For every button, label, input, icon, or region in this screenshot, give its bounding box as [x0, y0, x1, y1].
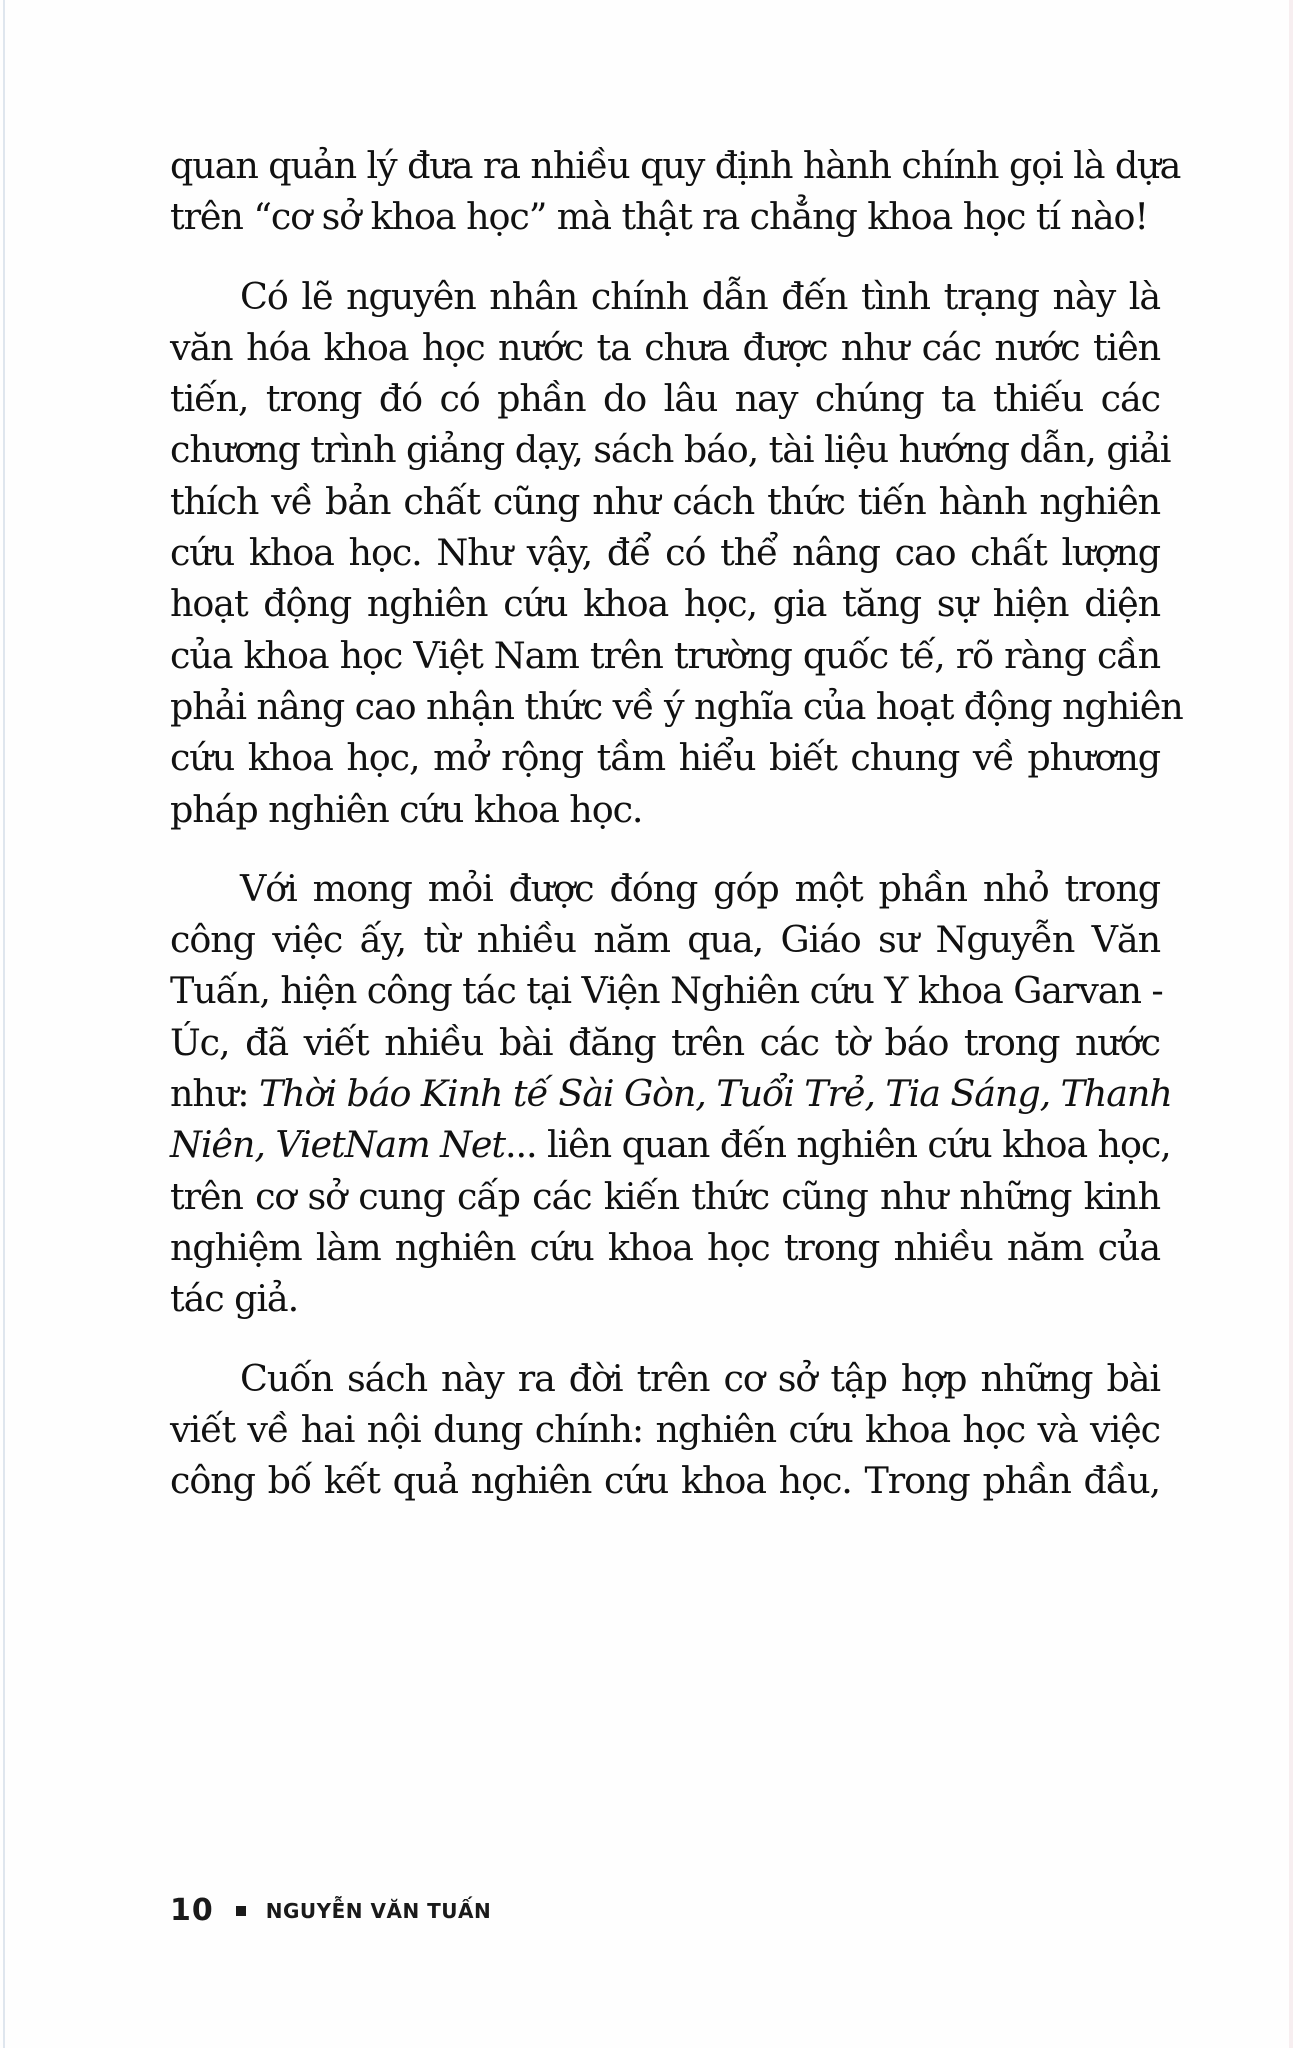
newspaper-titles: Niên, VietNam Net: [170, 1123, 506, 1167]
text-line: văn hóa khoa học nước ta chưa được như các nước tiên: [170, 325, 1160, 369]
text-line: công việc ấy, từ nhiều năm qua, Giáo sư Nguyễn Văn: [170, 918, 1160, 962]
paragraph: [170, 271, 1183, 835]
text-line: phải nâng cao nhận thức về ý nghĩa của hoạt động nghiên: [170, 684, 1183, 728]
text-line: Với mong mỏi được đóng góp một phần nhỏ trong: [240, 866, 1160, 910]
paragraph-gap: [170, 1325, 1160, 1353]
paragraph: [170, 1353, 1160, 1507]
text-line: pháp nghiên cứu khoa học.: [170, 787, 643, 831]
text-line: cứu khoa học. Như vậy, để có thể nâng cao chất lượng: [170, 531, 1160, 575]
page-footer: [170, 1893, 491, 1928]
text-line: hoạt động nghiên cứu khoa học, gia tăng sự hiện diện: [170, 582, 1160, 626]
text-line: quan quản lý đưa ra nhiều quy định hành chính gọi là dựa: [170, 144, 1181, 187]
square-bullet-icon: [236, 1906, 246, 1916]
text-line: Có lẽ nguyên nhân chính dẫn đến tình trạng này là: [240, 274, 1160, 318]
text-line: công bố kết quả nghiên cứu khoa học. Trong phần đầu,: [170, 1459, 1160, 1503]
text-line: tiến, trong đó có phần do lâu nay chúng ta thiếu các: [170, 377, 1160, 421]
text-fragment: như:: [170, 1072, 259, 1116]
paragraph: [170, 863, 1172, 1325]
page-left-edge: [3, 0, 5, 2048]
text-line: nghiệm làm nghiên cứu khoa học trong nhiều năm của: [170, 1225, 1160, 1269]
text-line-with-italic: [170, 1068, 1172, 1119]
page-number: 10: [170, 1893, 214, 1928]
page-right-edge: [1289, 0, 1293, 2048]
text-line: của khoa học Việt Nam trên trường quốc tế, rõ ràng cần: [170, 633, 1160, 677]
text-line: trên cơ sở cung cấp các kiến thức cũng như những kinh: [170, 1174, 1160, 1218]
text-line: cứu khoa học, mở rộng tầm hiểu biết chung về phương: [170, 736, 1160, 780]
text-line: Úc, đã viết nhiều bài đăng trên các tờ báo trong nước: [170, 1020, 1160, 1064]
paragraph-gap: [170, 243, 1160, 271]
text-line: tác giả.: [170, 1277, 299, 1321]
text-line: thích về bản chất cũng như cách thức tiến hành nghiên: [170, 479, 1160, 523]
body-text: [170, 140, 1183, 1506]
text-line: viết về hai nội dung chính: nghiên cứu khoa học và việc: [170, 1407, 1160, 1451]
text-line: Tuấn, hiện công tác tại Viện Nghiên cứu Y khoa Garvan -: [170, 969, 1163, 1013]
running-author: NGUYỄN VĂN TUẤN: [265, 1898, 492, 1923]
newspaper-titles: Thời báo Kinh tế Sài Gòn, Tuổi Trẻ, Tia Sáng, Thanh: [258, 1072, 1172, 1116]
paragraph-gap: [170, 835, 1160, 863]
text-line: trên “cơ sở khoa học” mà thật ra chẳng khoa học tí nào!: [170, 195, 1148, 239]
text-line: Cuốn sách này ra đời trên cơ sở tập hợp những bài: [240, 1356, 1160, 1400]
text-line-with-italic: [170, 1119, 1171, 1170]
text-fragment: ... liên quan đến nghiên cứu khoa học,: [505, 1123, 1171, 1167]
paragraph: [170, 140, 1181, 243]
text-line: chương trình giảng dạy, sách báo, tài liệu hướng dẫn, giải: [170, 428, 1171, 472]
